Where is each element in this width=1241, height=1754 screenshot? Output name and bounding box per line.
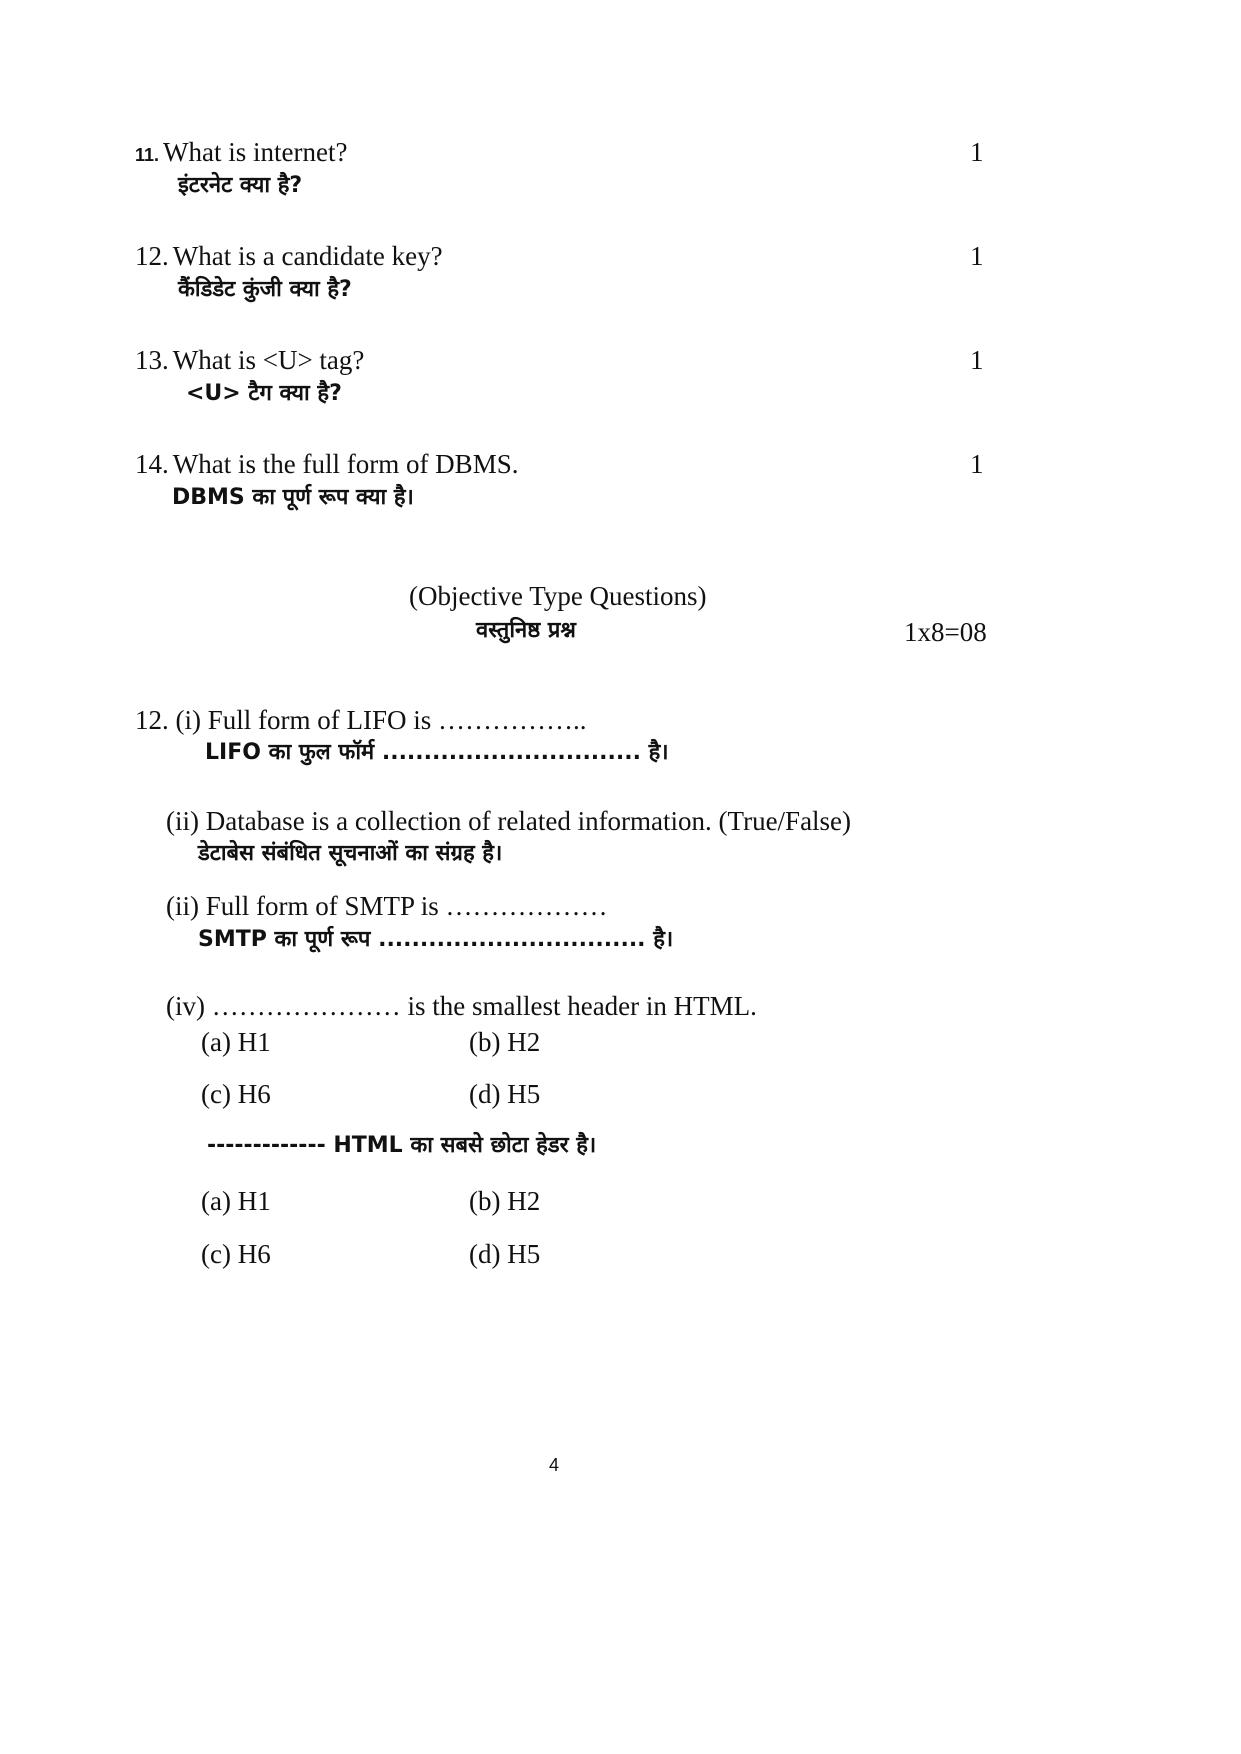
objective-q-ii-en: (ii) Database is a collection of related information. (True/False) bbox=[166, 806, 852, 836]
question-marks: 1 bbox=[970, 241, 984, 271]
question-text-hi: इंटरनेट क्या है? bbox=[178, 173, 303, 198]
question-marks: 1 bbox=[970, 449, 984, 479]
option-b-hi: (b) H2 bbox=[469, 1186, 541, 1216]
objective-q-iii-en: (ii) Full form of SMTP is ……………… bbox=[166, 891, 608, 921]
question-14 bbox=[135, 448, 518, 480]
objective-q-iv-hi: ------------- HTML का सबसे छोटा हेडर है। bbox=[207, 1133, 597, 1158]
question-text-hi: DBMS का पूर्ण रूप क्या है। bbox=[172, 485, 414, 510]
question-marks: 1 bbox=[970, 345, 984, 375]
question-text-en: What is a candidate key? bbox=[172, 241, 443, 271]
objective-q-iv-en: (iv) ………………… is the smallest header in HTML. bbox=[166, 991, 757, 1021]
section-title-en: (Objective Type Questions) bbox=[409, 581, 707, 611]
question-12 bbox=[135, 240, 443, 272]
question-11 bbox=[135, 136, 347, 168]
question-13 bbox=[135, 344, 364, 376]
option-b: (b) H2 bbox=[469, 1027, 541, 1057]
option-c: (c) H6 bbox=[201, 1079, 271, 1109]
question-text-en: What is <U> tag? bbox=[172, 345, 365, 375]
page-number: 4 bbox=[549, 1455, 560, 1475]
question-number: 14. bbox=[135, 449, 169, 479]
objective-q-i-en: 12. (i) Full form of LIFO is …………….. bbox=[135, 705, 587, 735]
question-number: 13. bbox=[135, 345, 169, 375]
question-number: 11. bbox=[135, 145, 160, 165]
option-a-hi: (a) H1 bbox=[201, 1186, 271, 1216]
option-d-hi: (d) H5 bbox=[469, 1239, 541, 1269]
question-text-hi: कैंडिडेट कुंजी क्या है? bbox=[178, 277, 352, 302]
question-number: 12. bbox=[135, 241, 169, 271]
question-text-hi: <U> टैग क्या है? bbox=[186, 381, 342, 406]
objective-q-i-hi: LIFO का फुल फॉर्म ............................... है। bbox=[205, 740, 669, 765]
question-marks: 1 bbox=[970, 137, 984, 167]
section-title-hi: वस्तुनिष्ठ प्रश्न bbox=[476, 618, 576, 643]
option-a: (a) H1 bbox=[201, 1027, 271, 1057]
section-marks: 1x8=08 bbox=[904, 617, 987, 647]
objective-q-ii-hi: डेटाबेस संबंधित सूचनाओं का संग्रह है। bbox=[198, 841, 503, 866]
objective-q-iii-hi: SMTP का पूर्ण रूप ................................ है। bbox=[198, 927, 674, 952]
question-text-en: What is internet? bbox=[163, 137, 348, 167]
option-c-hi: (c) H6 bbox=[201, 1239, 271, 1269]
option-d: (d) H5 bbox=[469, 1079, 541, 1109]
question-text-en: What is the full form of DBMS. bbox=[172, 449, 519, 479]
